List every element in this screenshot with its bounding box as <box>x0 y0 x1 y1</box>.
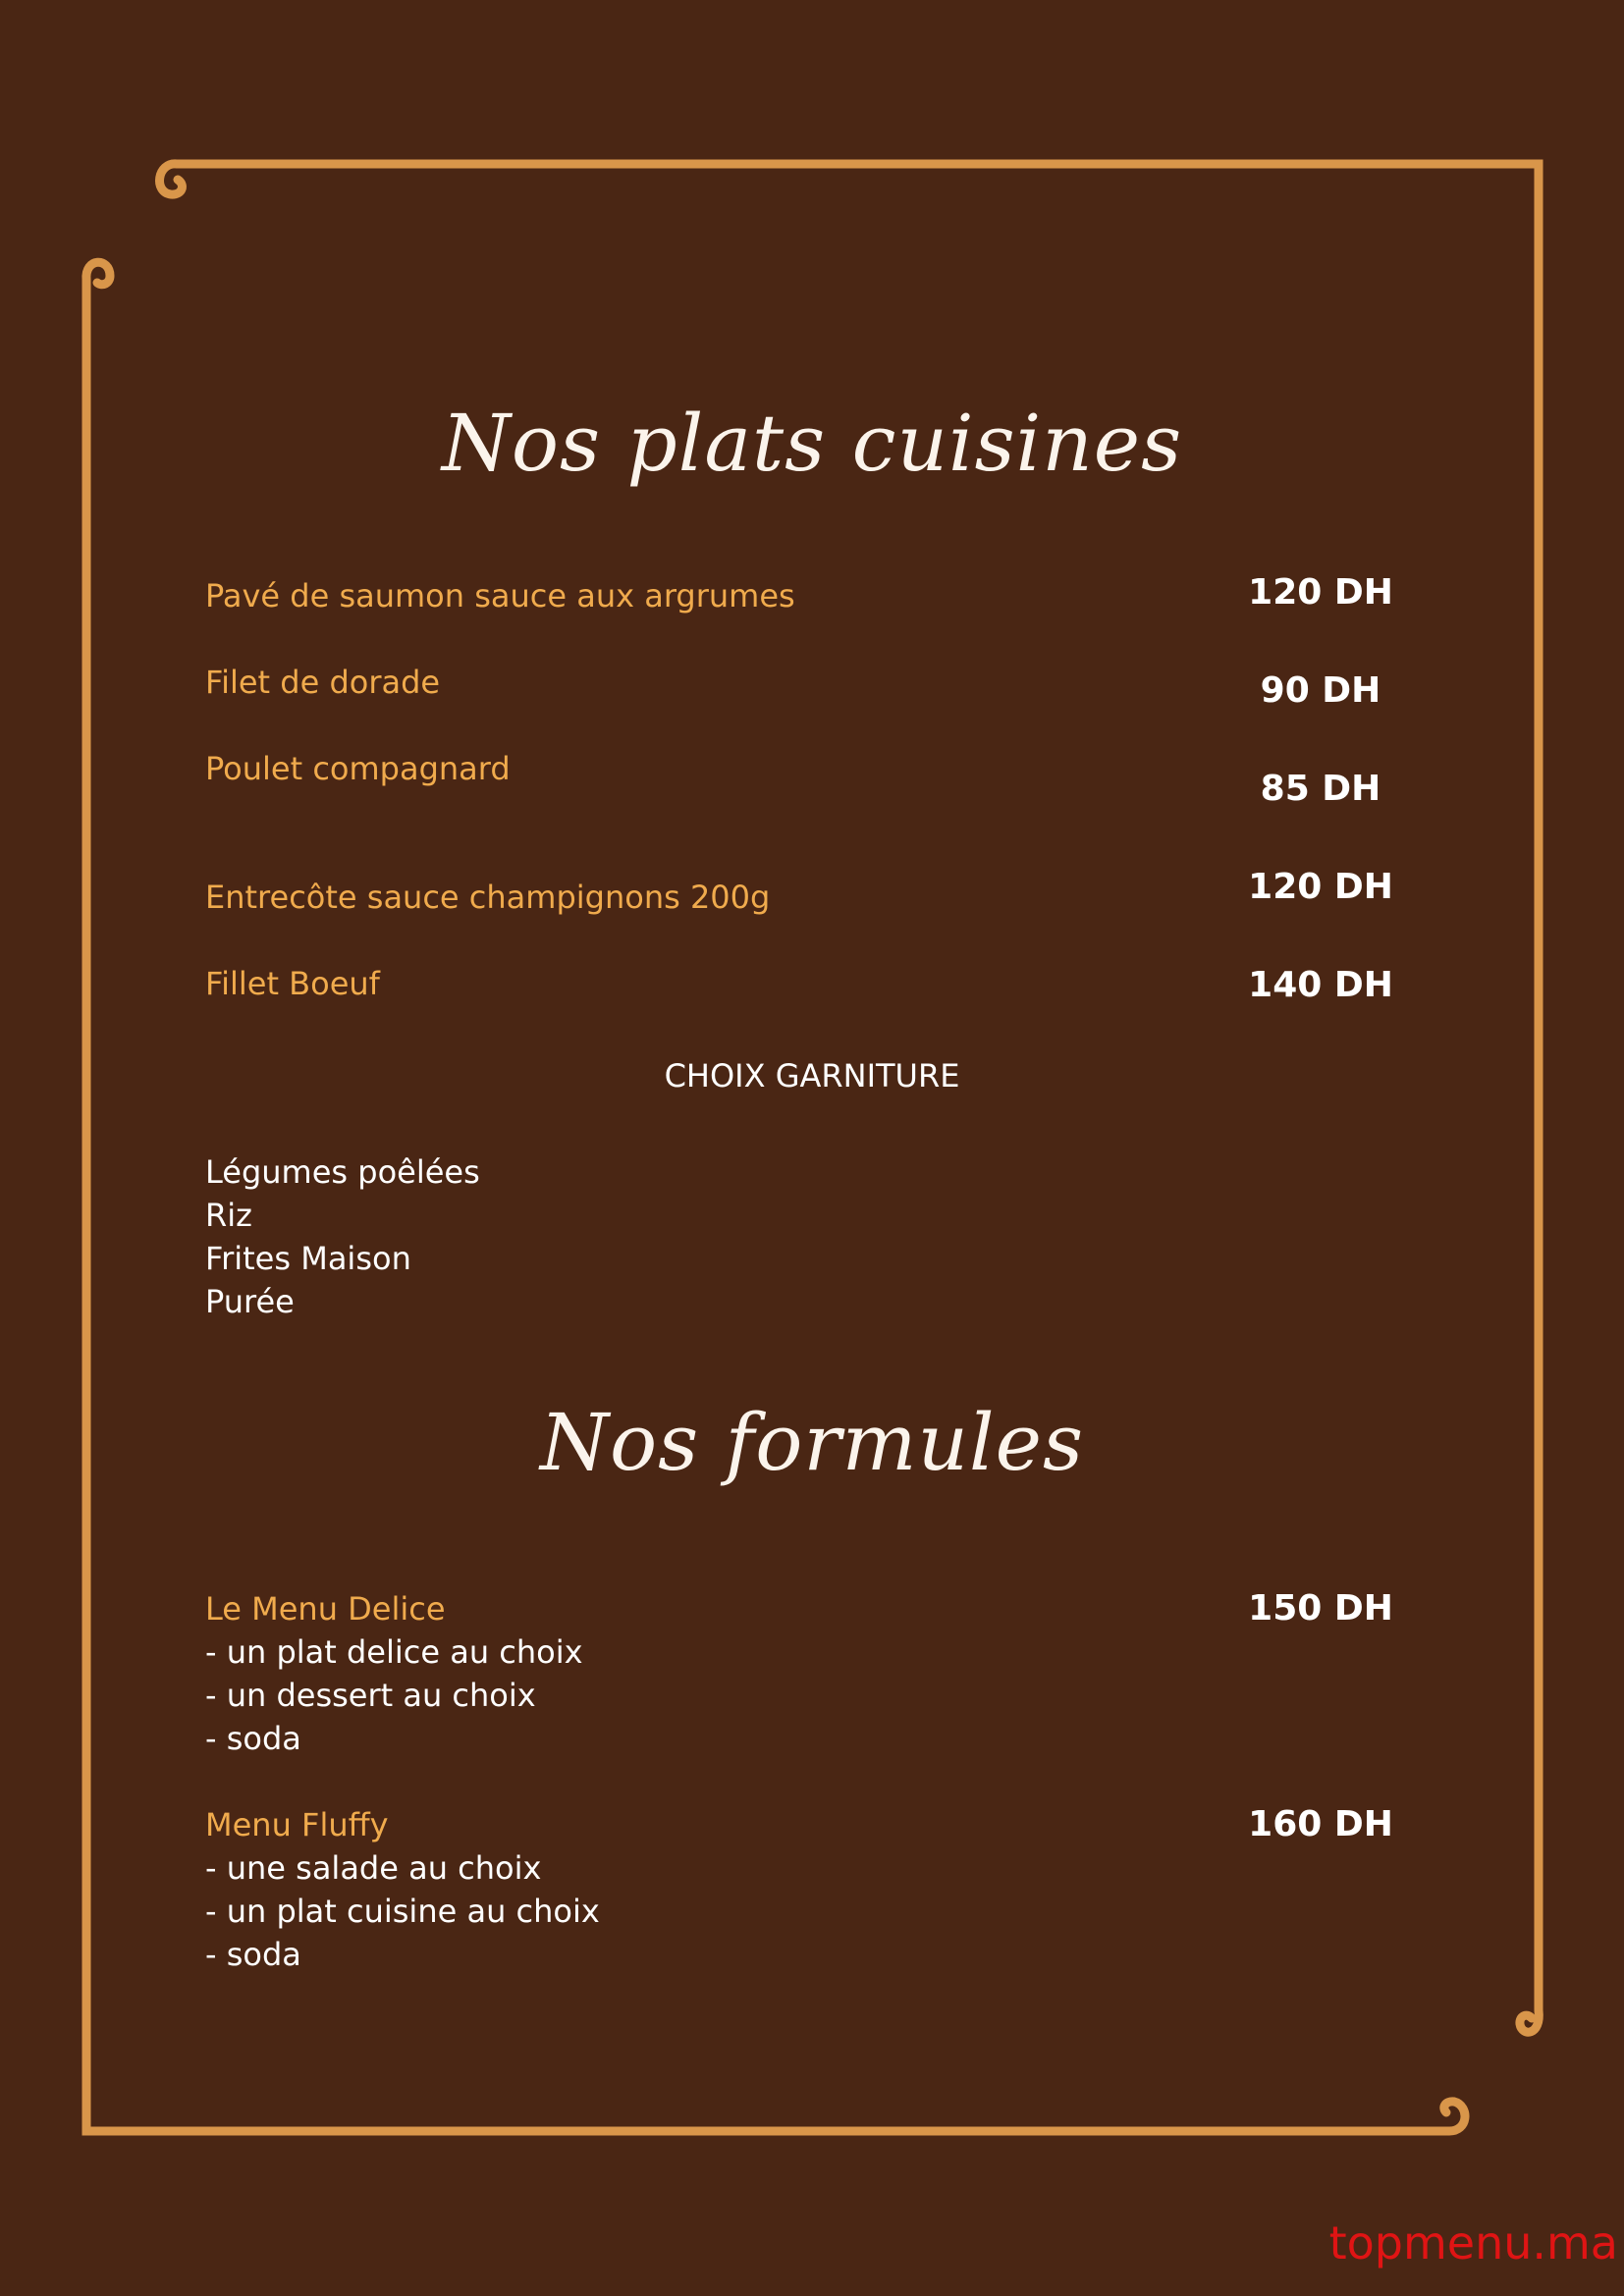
section-title-plats-cuisines: Nos plats cuisines <box>441 398 1183 489</box>
garniture-heading: CHOIX GARNITURE <box>664 1057 960 1095</box>
formule-line: - soda <box>205 1936 301 1973</box>
watermark: topmenu.ma <box>1328 2216 1618 2269</box>
dish-name: Poulet compagnard <box>205 750 511 787</box>
garniture-item: Frites Maison <box>205 1240 411 1277</box>
dish-price: 120 DH <box>1248 867 1393 907</box>
formule-price: 160 DH <box>1248 1804 1393 1844</box>
formule-line: - un dessert au choix <box>205 1677 536 1714</box>
section-title-formules: Nos formules <box>539 1397 1085 1488</box>
dish-name: Pavé de saumon sauce aux argrumes <box>205 577 795 614</box>
formule-name: Menu Fluffy <box>205 1806 389 1843</box>
formule-line: - un plat cuisine au choix <box>205 1893 600 1930</box>
dish-price: 90 DH <box>1260 670 1381 711</box>
dish-name: Entrecôte sauce champignons 200g <box>205 879 771 916</box>
garniture-item: Légumes poêlées <box>205 1153 480 1191</box>
dish-name: Fillet Boeuf <box>205 965 380 1002</box>
dish-name: Filet de dorade <box>205 664 441 701</box>
formule-line: - une salade au choix <box>205 1849 542 1887</box>
garniture-item: Riz <box>205 1197 252 1234</box>
formule-price: 150 DH <box>1248 1588 1393 1629</box>
dish-price: 120 DH <box>1248 572 1393 613</box>
formule-line: - soda <box>205 1720 301 1757</box>
dish-price: 140 DH <box>1248 965 1393 1005</box>
garniture-item: Purée <box>205 1283 295 1320</box>
dish-price: 85 DH <box>1260 769 1381 809</box>
formule-line: - un plat delice au choix <box>205 1633 583 1671</box>
formule-name: Le Menu Delice <box>205 1590 446 1628</box>
